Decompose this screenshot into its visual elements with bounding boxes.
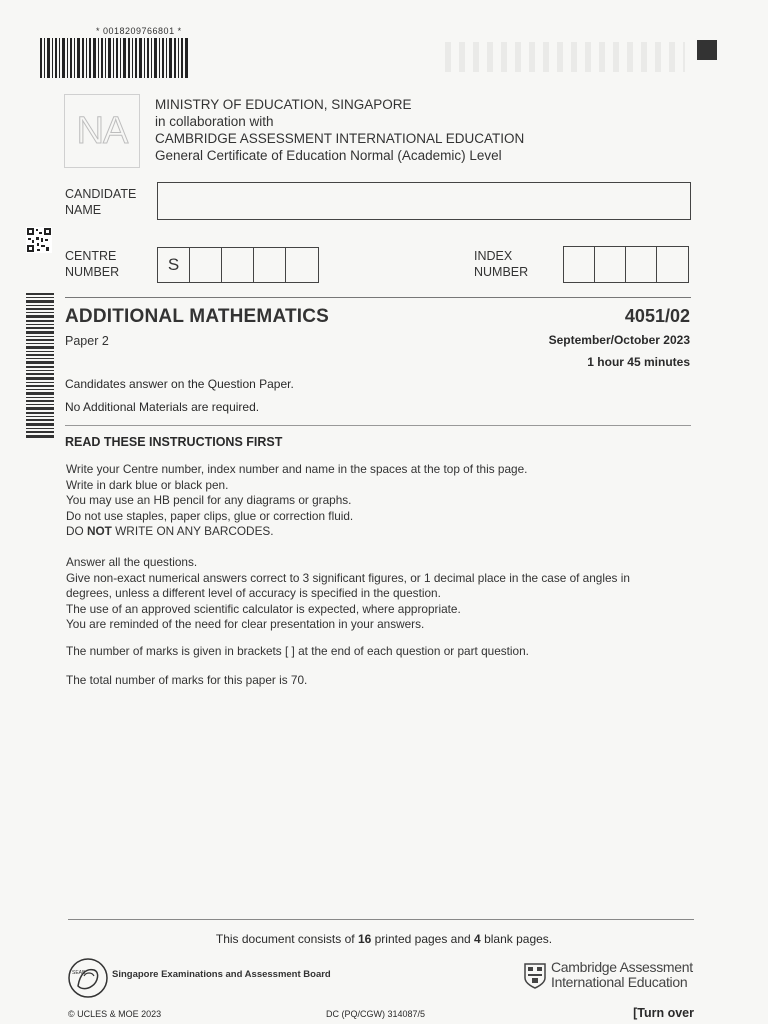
ministry-heading [155,96,524,164]
instruction-line: The use of an approved scientific calculator is expected, where appropriate. [66,601,461,616]
barcode-number: * 0018209766801 * [96,26,182,36]
instructions-block-2 [66,555,696,633]
footer-divider [68,919,694,920]
document-code: DC (PQ/CGW) 314087/5 [326,1009,426,1019]
instruction-line: Write your Centre number, index number and name in the spaces at the top of this page. [66,462,528,476]
seab-name: Singapore Examinations and Assessment Board [112,969,331,980]
index-digit-box[interactable] [595,247,626,282]
ministry-line: MINISTRY OF EDUCATION, SINGAPORE [155,97,412,112]
faded-show-through [445,42,685,72]
instruction-line: degrees, unless a different level of accuracy is specified in the question. [66,586,441,600]
instruction-line: You may use an HB pencil for any diagrams or graphs. [66,493,352,507]
instructions-heading: READ THESE INSTRUCTIONS FIRST [65,435,283,449]
centre-digit-box[interactable] [286,248,318,282]
side-barcode [26,293,54,439]
centre-digit-box[interactable] [222,248,254,282]
centre-number-field[interactable] [157,247,319,283]
turn-over: [Turn over [633,1006,694,1020]
barcode [40,38,190,78]
centre-number-label: CENTRE NUMBER [65,249,120,279]
cambridge-name: Cambridge Assessment International Education [551,959,693,990]
registration-mark [697,40,717,60]
qr-code-icon [26,227,52,253]
instruction-line: Answer all the questions. [66,555,198,569]
exam-session: September/October 2023 [548,333,690,347]
centre-prefix: S [158,248,190,282]
copyright: © UCLES & MOE 2023 [68,1009,162,1019]
paper-number: Paper 2 [65,334,109,348]
answer-note: Candidates answer on the Question Paper. [65,377,294,391]
barcode-warning: DO NOT WRITE ON ANY BARCODES. [66,524,274,538]
candidate-name-label: CANDIDATE NAME [65,187,137,217]
index-digit-box[interactable] [626,247,657,282]
seab-logo-icon [66,952,110,1000]
index-number-label: INDEX NUMBER [474,249,529,279]
instruction-line: Give non-exact numerical answers correct to 3 significant figures, or 1 decimal place in the case of angles in [66,570,630,585]
divider [65,297,691,298]
cambridge-line: CAMBRIDGE ASSESSMENT INTERNATIONAL EDUCATION [155,131,525,146]
instruction-line: Do not use staples, paper clips, glue or correction fluid. [66,508,354,523]
page-count-note: This document consists of 16 printed pages and 4 blank pages. [215,932,553,946]
candidate-name-field[interactable] [157,182,691,220]
divider [65,425,691,426]
materials-note: No Additional Materials are required. [65,400,260,414]
certificate-line: General Certificate of Education Normal (Academic) Level [155,148,502,163]
na-logo: NA [64,94,140,168]
exam-duration: 1 hour 45 minutes [587,355,690,369]
index-digit-box[interactable] [564,247,595,282]
instructions-block-1 [66,462,696,540]
instruction-line: Write in dark blue or black pen. [66,477,229,492]
index-number-field[interactable] [563,246,689,283]
centre-digit-box[interactable] [190,248,222,282]
total-marks: The total number of marks for this paper is 70. [66,673,308,687]
collaboration-line: in collaboration with [155,114,274,129]
marks-note: The number of marks is given in brackets [ ] at the end of each question or part question. [66,644,529,658]
centre-digit-box[interactable] [254,248,286,282]
svg-text:SEAB: SEAB [72,970,86,976]
paper-code: 4051/02 [624,306,690,326]
cambridge-shield-icon [523,962,547,990]
index-digit-box[interactable] [657,247,688,282]
subject-title: ADDITIONAL MATHEMATICS [65,306,330,327]
instruction-line: You are reminded of the need for clear presentation in your answers. [66,617,425,631]
